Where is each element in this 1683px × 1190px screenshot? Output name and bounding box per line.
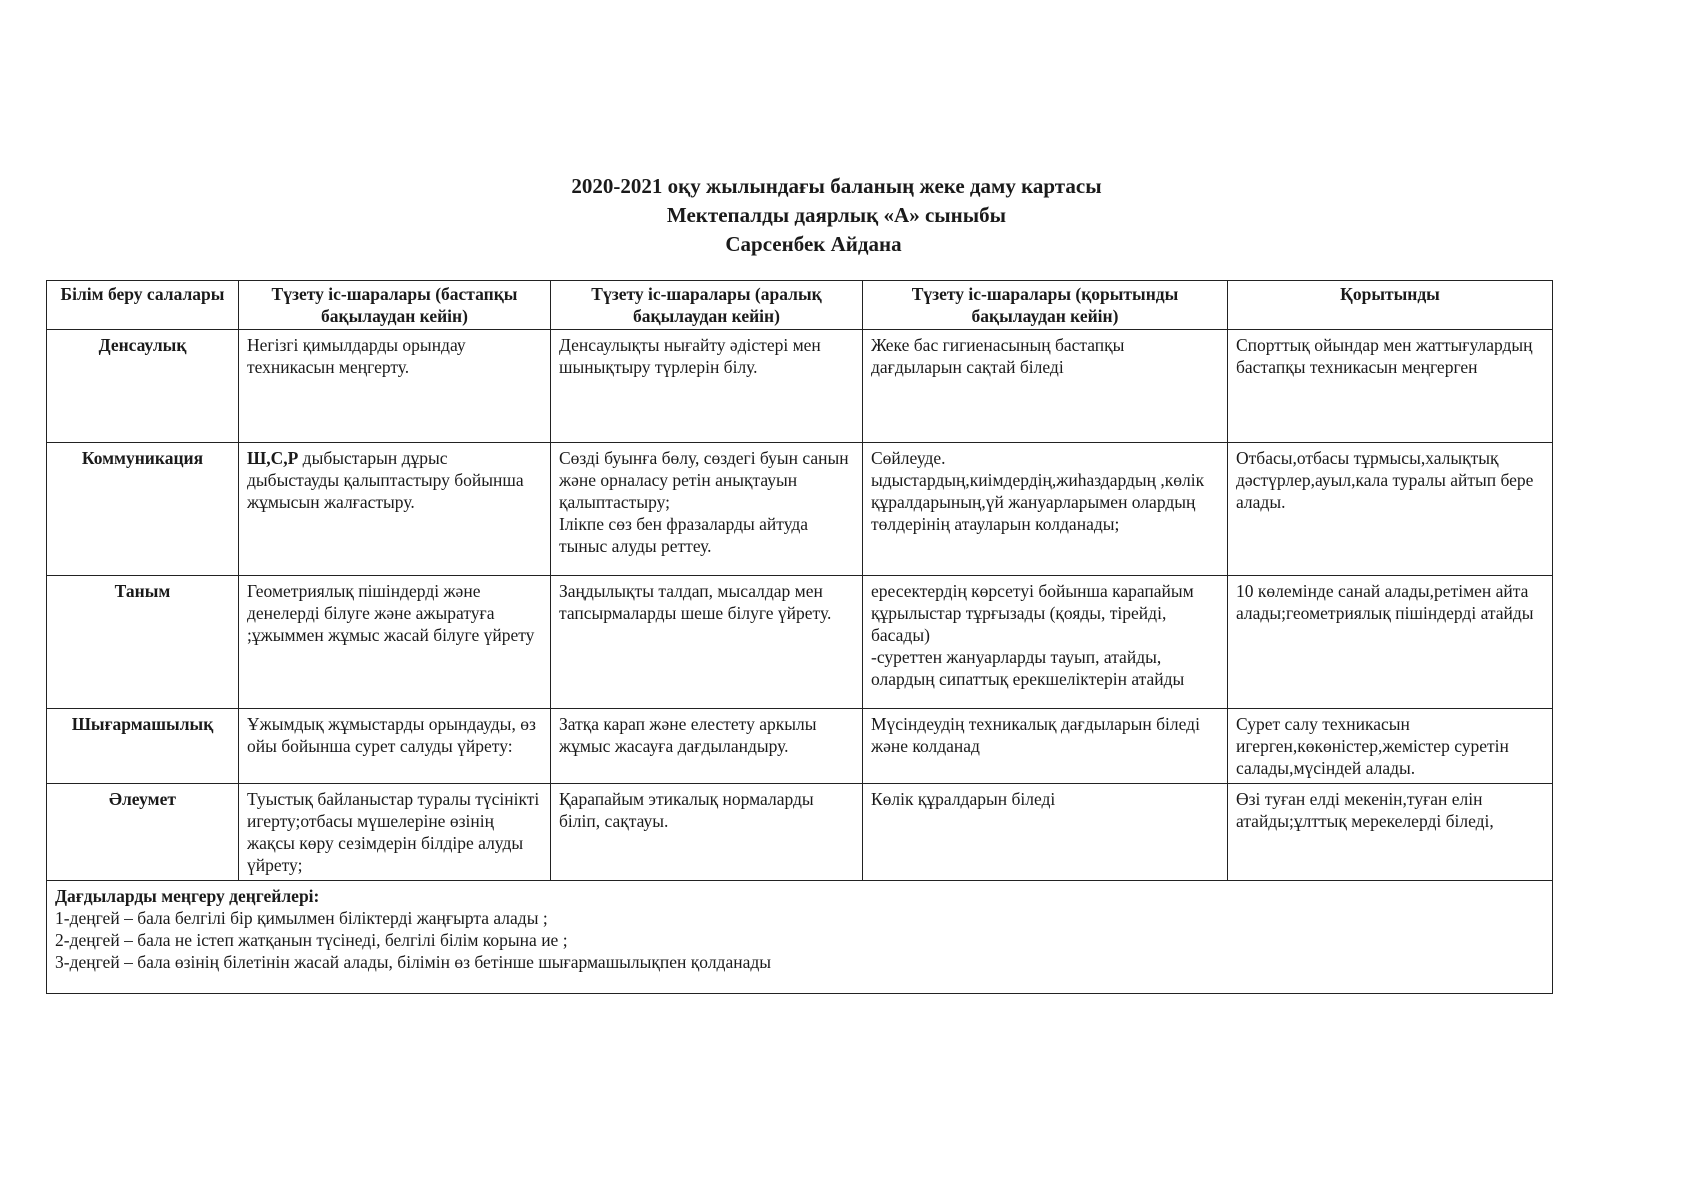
final-cell: Мүсіндеудің техникалық дағдыларын біледі және колданад <box>863 709 1228 784</box>
development-card-table <box>46 280 1553 994</box>
area-cell: Таным <box>47 576 239 709</box>
level-item: 3-деңгей – бала өзінің білетінін жасай алады, білімін өз бетінше шығармашылықпен қолданады <box>55 952 772 972</box>
final-text-1: ересектердің көрсетуі бойынша карапайым құрылыстар тұрғызады (қояды, тірейді, басады) <box>871 581 1194 645</box>
final-text-2: -суреттен жануарларды тауып, атайды, олардың сипаттық ерекшеліктерін атайды <box>871 647 1185 689</box>
sounds-label: Ш,С,Р <box>247 448 299 468</box>
final-text-3: құралдарының,үй жануарларымен олардың төлдерінің атауларын колданады; <box>871 492 1196 534</box>
intermediate-cell: Заңдылықты талдап, мысалдар мен тапсырмаларды шеше білуге үйрету. <box>551 576 863 709</box>
table-row <box>47 576 1553 709</box>
area-cell: Әлеумет <box>47 784 239 881</box>
level-item: 2-деңгей – бала не істеп жатқанын түсінеді, белгілі білім корына ие ; <box>55 930 568 950</box>
document-title: 2020-2021 оқу жылындағы баланың жеке даму картасы <box>571 174 1102 198</box>
area-cell: Денсаулық <box>47 330 239 443</box>
final-cell <box>863 443 1228 576</box>
class-name: Мектепалды даярлық «А» сыныбы <box>666 203 1007 227</box>
initial-cell <box>239 443 551 576</box>
levels-row <box>47 881 1553 994</box>
intermediate-cell: Қарапайым этикалық нормаларды біліп, сақтауы. <box>551 784 863 881</box>
final-cell <box>863 576 1228 709</box>
child-name: Сарсенбек Айдана <box>725 232 902 256</box>
final-cell: Жеке бас гигиенасының бастапқы дағдыларын сақтай біледі <box>863 330 1228 443</box>
intermediate-text-2: Ілікпе сөз бен фразаларды айтуда тыныс алуды реттеу. <box>559 514 809 556</box>
column-header-conclusion: Қорытынды <box>1228 281 1553 330</box>
column-header-final: Түзету іс-шаралары (қорытынды бақылаудан кейін) <box>863 281 1228 330</box>
final-text-1: Сөйлеуде. <box>871 448 946 468</box>
conclusion-cell: Отбасы,отбасы тұрмысы,халықтық дәстүрлер,ауыл,кала туралы айтып бере алады. <box>1228 443 1553 576</box>
conclusion-cell: 10 көлемінде санай алады,ретімен айта алады;геометриялық пішіндерді атайды <box>1228 576 1553 709</box>
table-row <box>47 443 1553 576</box>
level-item: 1-деңгей – бала белгілі бір қимылмен біліктерді жаңғырта алады ; <box>55 908 548 928</box>
column-header-intermediate: Түзету іс-шаралары (аралық бақылаудан кейін) <box>551 281 863 330</box>
table-row <box>47 330 1553 443</box>
column-header-area: Білім беру салалары <box>47 281 239 330</box>
table-header-row <box>47 281 1553 330</box>
area-cell: Коммуникация <box>47 443 239 576</box>
final-text-2: ыдыстардың,киімдердің,жиhаздардың ,көлік <box>871 470 1205 490</box>
conclusion-cell: Өзі туған елді мекенін,туған елін атайды;ұлттық мерекелерді біледі, <box>1228 784 1553 881</box>
conclusion-cell: Сурет салу техникасын игерген,көкөністер,жемістер суретін салады,мүсіндей алады. <box>1228 709 1553 784</box>
levels-cell <box>47 881 1553 994</box>
table-row <box>47 709 1553 784</box>
intermediate-cell: Денсаулықты нығайту әдістері мен шынықтыру түрлерін білу. <box>551 330 863 443</box>
initial-cell: Туыстық байланыстар туралы түсінікті игерту;отбасы мүшелеріне өзінің жақсы көру сезімдерін білдіре алуды үйрету; <box>239 784 551 881</box>
area-cell: Шығармашылық <box>47 709 239 784</box>
intermediate-text: Сөзді буынға бөлу, сөздегі буын санын және орналасу ретін анықтауын қалыптастыру; <box>559 448 849 512</box>
levels-title: Дағдыларды меңгеру деңгейлері: <box>55 886 320 906</box>
final-cell: Көлік құралдарын біледі <box>863 784 1228 881</box>
initial-cell: Геометриялық пішіндерді және денелерді білуге және ажыратуға ;ұжыммен жұмыс жасай білуге үйрету <box>239 576 551 709</box>
initial-cell: Негізгі қимылдарды орындау техникасын меңгерту. <box>239 330 551 443</box>
table-row <box>47 784 1553 881</box>
column-header-initial: Түзету іс-шаралары (бастапқы бақылаудан кейін) <box>239 281 551 330</box>
intermediate-cell <box>551 443 863 576</box>
initial-cell: Ұжымдық жұмыстарды орындауды, өз ойы бойынша сурет салуды үйрету: <box>239 709 551 784</box>
conclusion-cell: Спорттық ойындар мен жаттығулардың бастапқы техникасын меңгерген <box>1228 330 1553 443</box>
document-header <box>0 172 1683 259</box>
initial-text: дыбыстарын дұрыс дыбыстауды қалыптастыру бойынша жұмысын жалғастыру. <box>247 448 524 512</box>
intermediate-cell: Затқа карап және елестету аркылы жұмыс жасауға дағдыландыру. <box>551 709 863 784</box>
